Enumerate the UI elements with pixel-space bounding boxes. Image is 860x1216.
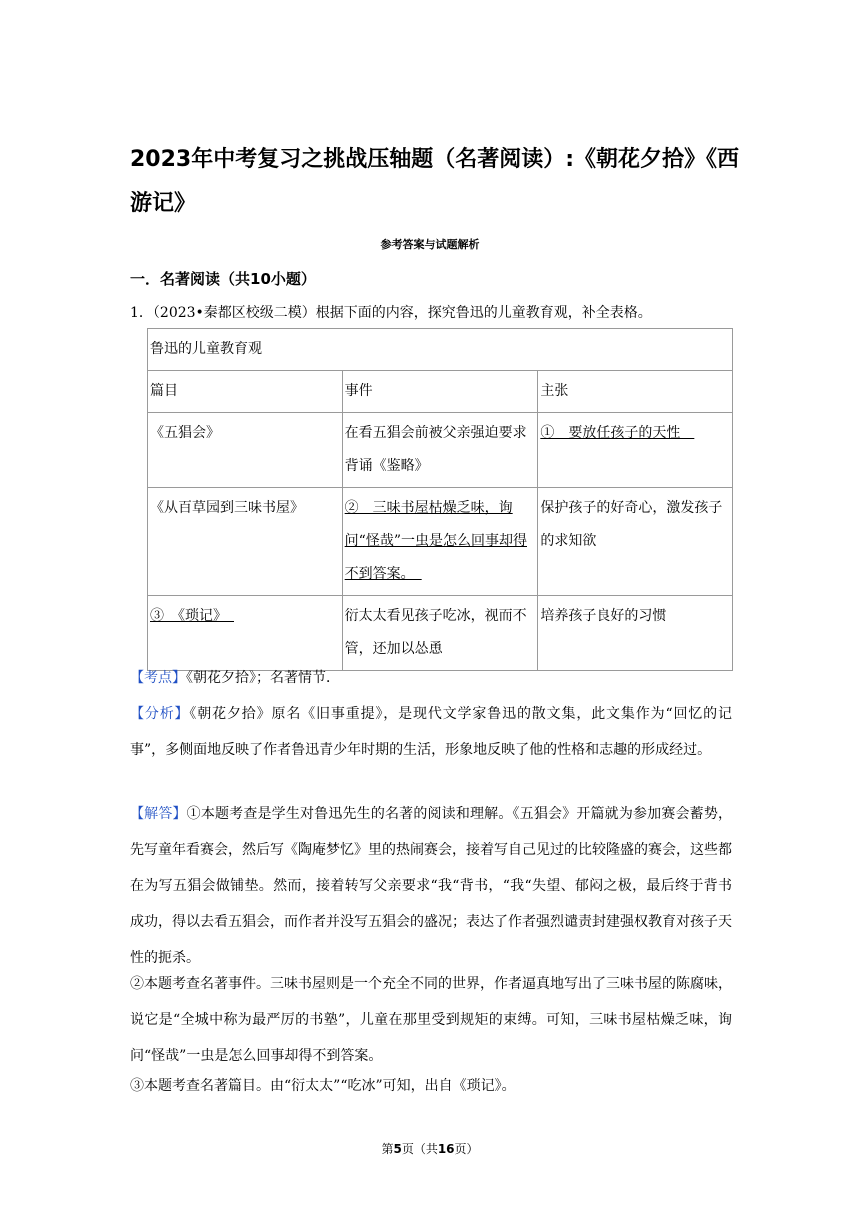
table-row xyxy=(148,413,733,488)
table-caption: 鲁迅的儿童教育观 xyxy=(148,329,733,371)
jieda-tag: 【解答】 xyxy=(130,806,187,822)
kaodian-paragraph xyxy=(130,660,732,696)
header-cell: 主张 xyxy=(538,371,733,413)
subtitle: 参考答案与试题解析 xyxy=(380,238,480,251)
page-title: 2023年中考复习之挑战压轴题（名著阅读）:《朝花夕拾》《西游记》 xyxy=(130,147,740,216)
answer-cell: ② 三味书屋枯燥乏味，询问“怪哉”一虫是怎么回事却得不到答案。 xyxy=(342,488,538,596)
question-stem: 1．（2023•秦都区校级二模）根据下面的内容，探究鲁迅的儿童教育观，补全表格。 xyxy=(130,305,652,321)
table-cell: 培养孩子良好的习惯 xyxy=(538,596,733,671)
answer-table xyxy=(147,328,733,671)
header-cell: 篇目 xyxy=(148,371,343,413)
table-cell: 《五猖会》 xyxy=(148,413,343,488)
table-header-row xyxy=(148,371,733,413)
page-footer xyxy=(0,1140,860,1157)
table-caption-row xyxy=(148,329,733,371)
footer-prefix: 第 xyxy=(381,1142,394,1156)
answer-paragraph-2: ②本题考查名著事件。三味书屋则是一个充全不同的世界，作者逼真地写出了三味书屋的陈腐味，说它是“全城中称为最严厉的书塾”，儿童在那里受到规矩的束缚。可知，三味书屋枯燥乏味，询问“怪哉”一虫是怎么回事却得不到答案。 xyxy=(130,976,732,1064)
answer-paragraph-3: ③本题考查名著篇目。由“衍太太”“吃冰”可知，出自《琐记》。 xyxy=(130,1078,516,1094)
footer-total-pages: 16 xyxy=(437,1142,455,1156)
header-cell: 事件 xyxy=(342,371,538,413)
table-cell: 保护孩子的好奇心，激发孩子的求知欲 xyxy=(538,488,733,596)
table-cell: 在看五猖会前被父亲强迫要求背诵《鉴略》 xyxy=(342,413,538,488)
answer-cell: ① 要放任孩子的天性 xyxy=(538,413,733,488)
footer-page-number: 5 xyxy=(393,1142,402,1156)
jieda-text: ①本题考查是学生对鲁迅先生的名著的阅读和理解。《五猖会》开篇就为参加赛会蓄势，先写童年看赛会，然后写《陶庵梦忆》里的热闹赛会，接着写自己见过的比较隆盛的赛会，这些都在为写五猖会做铺垫。然而，接着转写父亲要求“我“背书，“我“失望、郁闷之极，最后终于背书成功，得以去看五猖会，而作者并没写五猖会的盛况；表达了作者强烈谴责封建强权教育对孩子天性的扼杀。 xyxy=(130,806,733,966)
fenxi-paragraph xyxy=(130,696,732,768)
footer-suffix: 页） xyxy=(454,1142,479,1156)
footer-middle: 页（共 xyxy=(401,1142,438,1156)
table-cell: 衍太太看见孩子吃冰，视而不管，还加以怂恿 xyxy=(342,596,538,671)
answer-cell: ③ 《琐记》 xyxy=(148,596,343,671)
section-heading: 一．名著阅读（共10小题） xyxy=(130,270,316,288)
table-row xyxy=(148,488,733,596)
fenxi-text: 《朝花夕拾》原名《旧事重提》，是现代文学家鲁迅的散文集，此文集作为“回忆的记事”，多侧面地反映了作者鲁迅青少年时期的生活，形象地反映了他的性格和志趣的形成经过。 xyxy=(130,706,733,758)
kaodian-tag: 【考点】 xyxy=(130,670,186,686)
table-cell: 《从百草园到三味书屋》 xyxy=(148,488,343,596)
kaodian-text: 《朝花夕拾》；名著情节． xyxy=(186,670,340,686)
fenxi-tag: 【分析】 xyxy=(130,706,190,722)
jieda-paragraph xyxy=(130,796,732,976)
